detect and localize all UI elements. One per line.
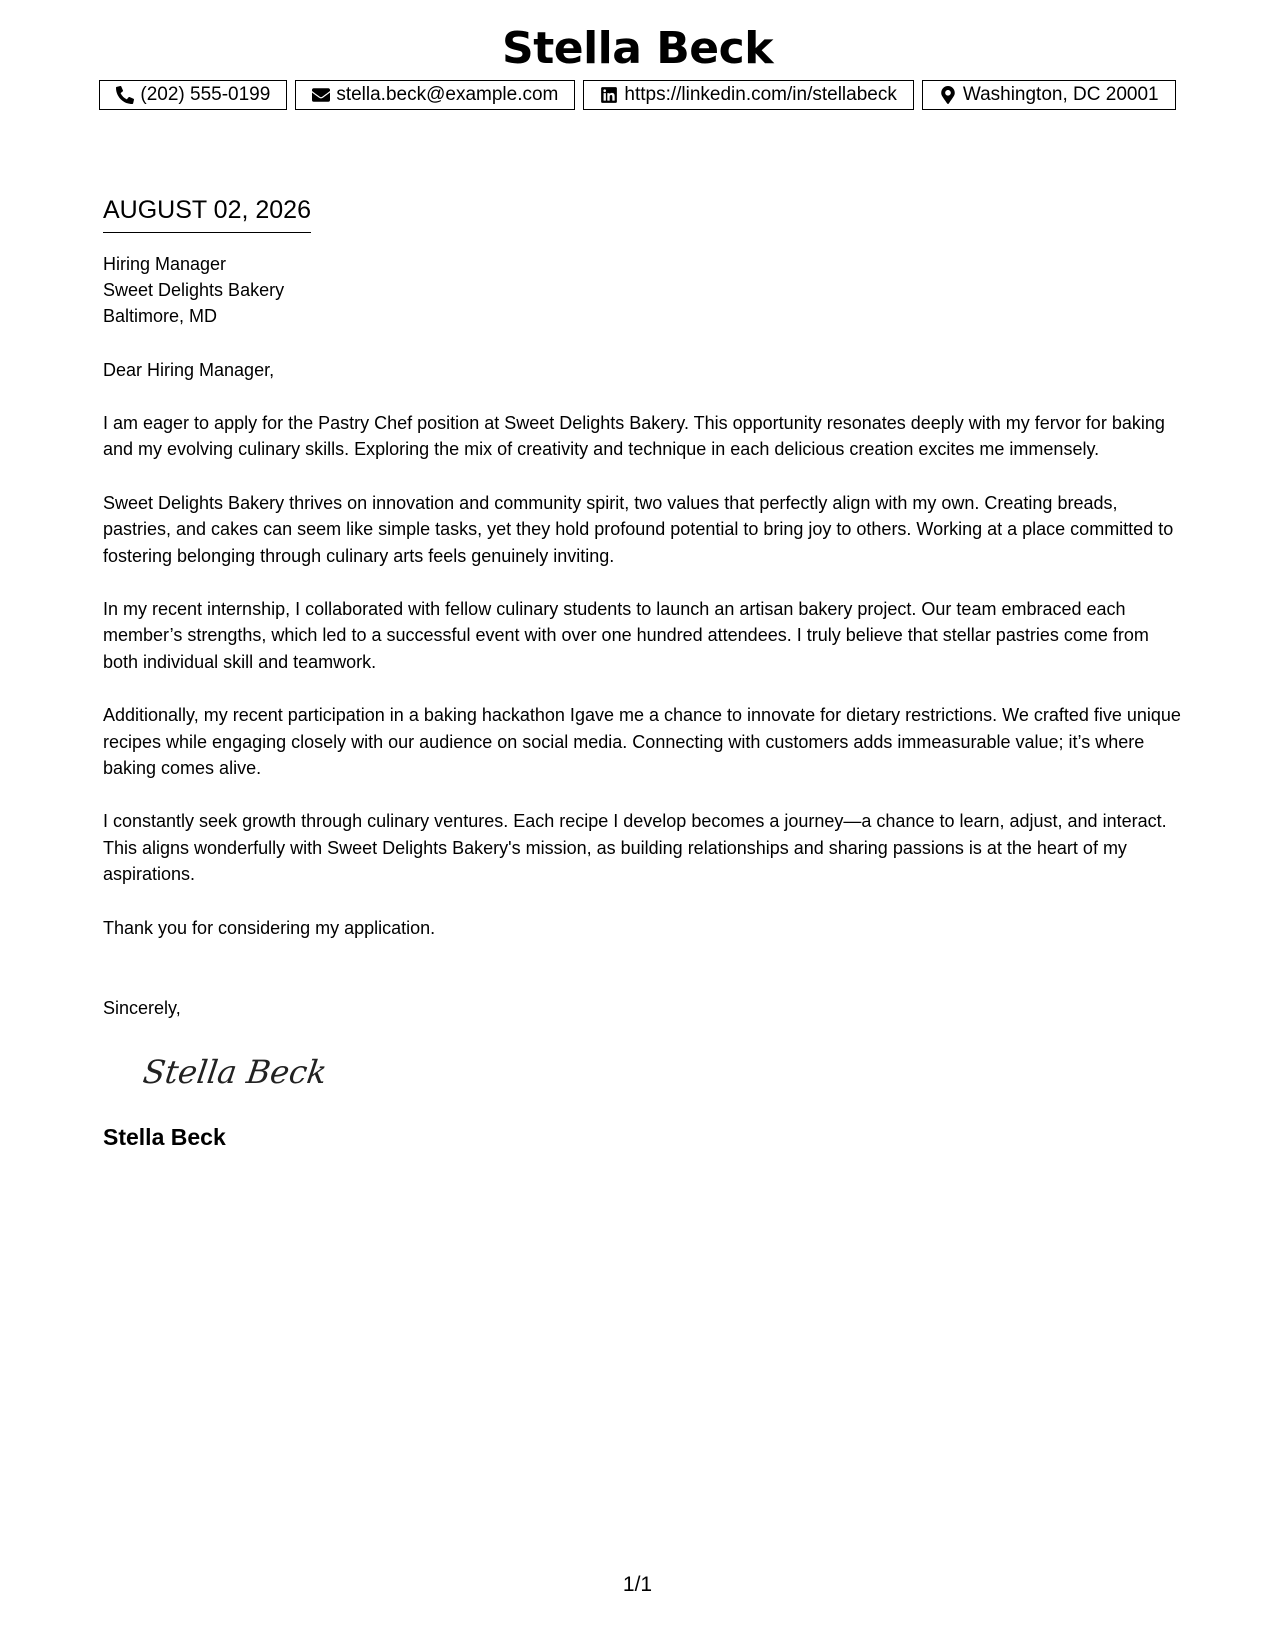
paragraph-values: Sweet Delights Bakery thrives on innovation and community spirit, two values that perfectly align with my own. Creating breads, pastries, and cakes can seem like simple tasks, yet they hold profound potential to bring joy to others. Working at a place committed to fostering belonging through culinary arts feels genuinely inviting. <box>103 492 1174 566</box>
contact-email[interactable] <box>295 80 575 110</box>
contact-location[interactable] <box>922 80 1176 110</box>
contact-linkedin[interactable] <box>583 80 913 110</box>
closing: Sincerely, <box>103 998 181 1019</box>
signature-image <box>143 1047 333 1097</box>
paragraph-growth: I constantly seek growth through culinary ventures. Each recipe I develop becomes a journey—a chance to learn, adjust, and interact. This aligns wonderfully with Sweet Delights Bakery's mission, as building relationships and sharing passions is at the heart of my aspirations. <box>103 811 1167 885</box>
recipient-company: Sweet Delights Bakery <box>103 280 285 300</box>
recipient-title: Hiring Manager <box>103 254 227 274</box>
contact-email-text: stella.beck@example.com <box>336 84 559 105</box>
envelope-icon <box>312 86 330 104</box>
map-marker-icon <box>939 86 957 104</box>
signature-text: Stella Beck <box>143 1053 330 1092</box>
letter-date: AUGUST 02, 2026 <box>103 194 311 233</box>
paragraph-internship: In my recent internship, I collaborated with fellow culinary students to launch an artisan bakery project. Our team embraced each member’s strengths, which led to a successful event with over one hundred attendees. I truly believe that stellar pastries come from both individual skill and teamwork. <box>103 599 1149 672</box>
applicant-name-heading: Stella Beck <box>502 23 773 74</box>
contact-location-text: Washington, DC 20001 <box>962 84 1159 105</box>
paragraph-intro: I am eager to apply for the Pastry Chef position at Sweet Delights Bakery. This opportunity resonates deeply with my fervor for baking and my evolving culinary skills. Exploring the mix of creativity and technique in each delicious creation excites me immensely. <box>103 413 1165 460</box>
linkedin-icon <box>600 86 618 104</box>
phone-icon <box>116 86 134 104</box>
contact-phone[interactable] <box>99 80 287 110</box>
recipient-location: Baltimore, MD <box>103 306 218 326</box>
page-number: 1/1 <box>622 1573 653 1596</box>
recipient-block <box>103 251 1183 329</box>
contact-bar <box>0 80 1275 110</box>
signer-name: Stella Beck <box>103 1124 226 1151</box>
svg-text:Stella Beck <box>143 1053 329 1091</box>
contact-phone-text: (202) 555-0199 <box>140 84 271 105</box>
letter-body <box>103 194 1183 1152</box>
contact-linkedin-text: https://linkedin.com/in/stellabeck <box>624 84 897 105</box>
paragraph-hackathon: Additionally, my recent participation in a baking hackathon Igave me a chance to innovate for dietary restrictions. We crafted five unique recipes while engaging closely with our audience on social media. Connecting with customers adds immeasurable value; it’s where baking comes alive. <box>103 705 1181 779</box>
salutation: Dear Hiring Manager, <box>103 360 275 380</box>
paragraph-thanks: Thank you for considering my application. <box>103 917 436 938</box>
